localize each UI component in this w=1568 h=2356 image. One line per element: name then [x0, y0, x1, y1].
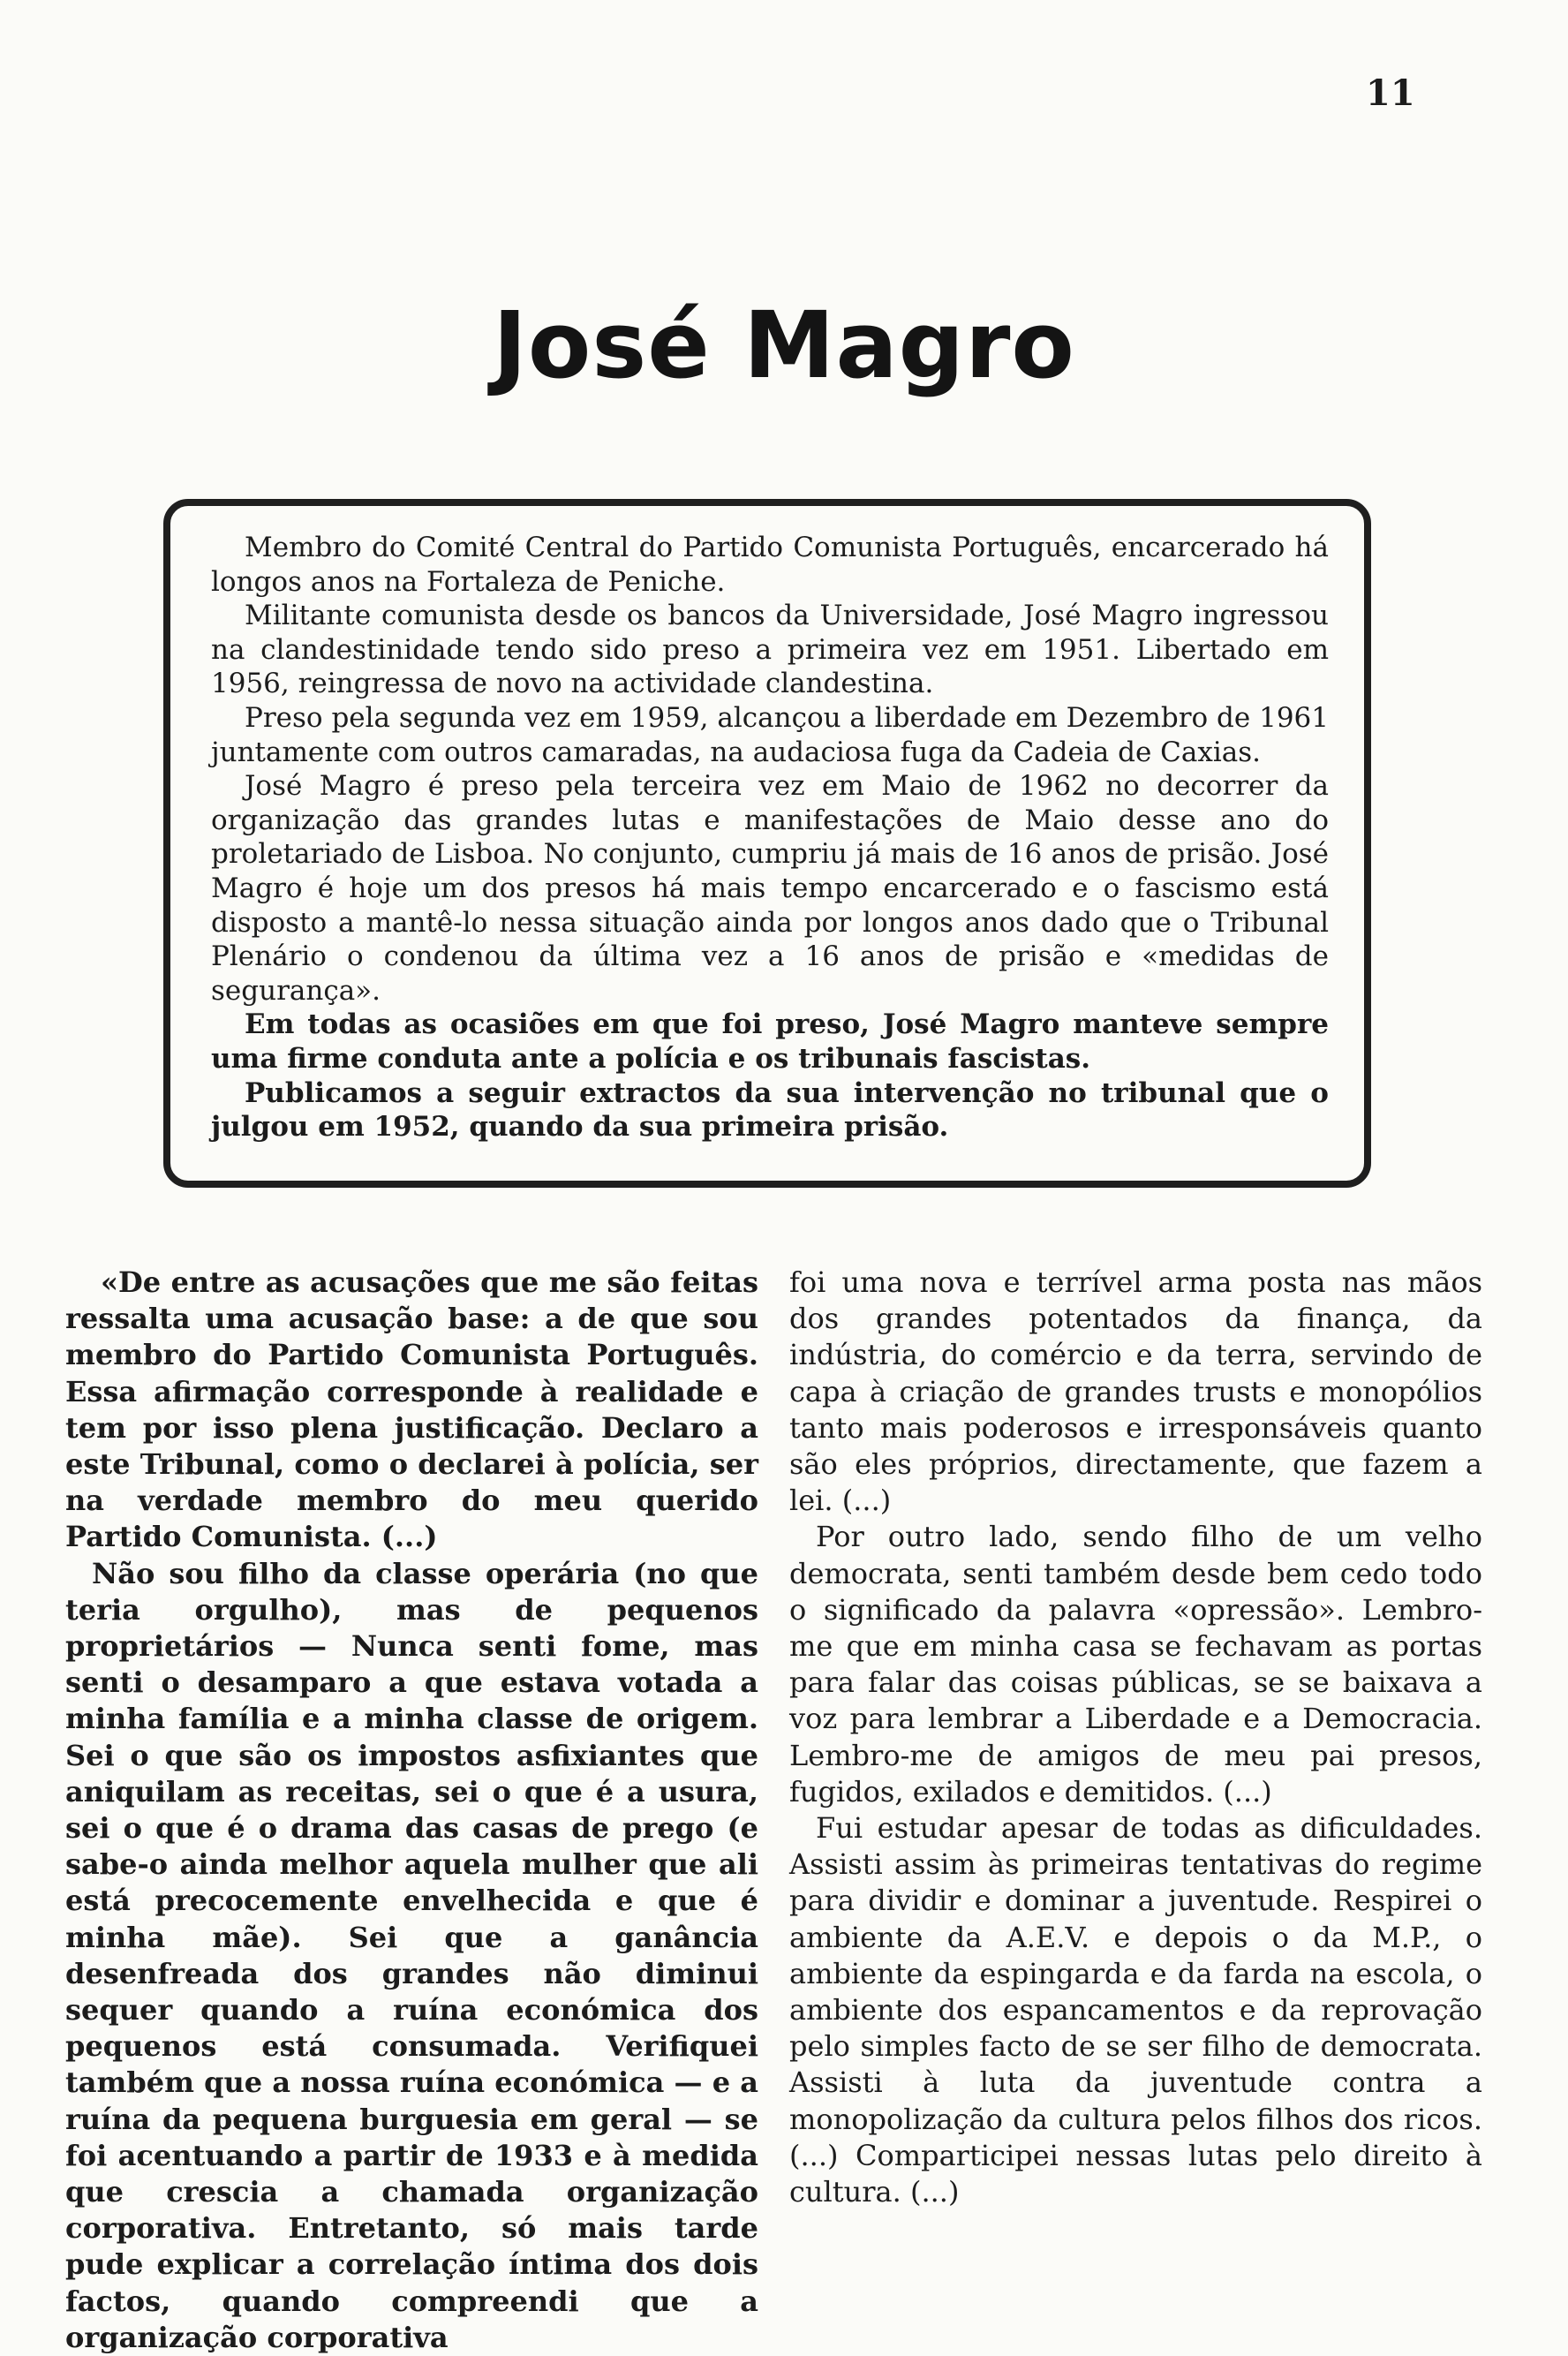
intro-paragraph: Membro do Comité Central do Partido Comunista Português, encarcerado há longos anos na Fortaleza de Peniche. — [211, 532, 1329, 598]
article-paragraph: Por outro lado, sendo filho de um velho democrata, senti também desde bem cedo todo o significado da palavra «opressão». Lembro-me que em minha casa se fechavam as portas para falar das coisas públicas, se se baixava a voz para lembrar a Liberdade e a Democracia. Lembro-me de amigos de meu pai presos, fugidos, exilados e demitidos. (...) — [789, 1520, 1482, 1809]
intro-paragraph: Publicamos a seguir extractos da sua intervenção no tribunal que o julgou em 1952, quando da sua primeira prisão. — [211, 1076, 1329, 1144]
page-title: José Magro — [493, 291, 1075, 399]
intro-paragraph: Em todas as ocasiões em que foi preso, José Magro manteve sempre uma firme conduta ante a polícia e os tribunais fascistas. — [211, 1008, 1329, 1075]
article-paragraph: «De entre as acusações que me são feitas ressalta uma acusação base: a de que sou membro do Partido Comunista Português. Essa afirmação corresponde à realidade e tem por isso plena justificação. Declaro a este Tribunal, como o declarei à polícia, ser na verdade membro do meu querido Partido Comunista. (...) — [65, 1265, 758, 1554]
article-paragraph: Fui estudar apesar de todas as dificuldades. Assisti assim às primeiras tentativas do regime para dividir e dominar a juventude. Respirei o ambiente da A.E.V. e depois o da M.P., o ambiente da espingarda e da farda na escola, o ambiente dos espancamentos e da reprovação pelo simples facto de se ser filho de democrata. Assisti à luta da juventude contra a monopolização da cultura pelos filhos dos ricos. (...) Comparticipei nessas lutas pelo direito à cultura. (...) — [789, 1811, 1482, 2209]
article-columns — [65, 1265, 1482, 2354]
intro-paragraph: José Magro é preso pela terceira vez em Maio de 1962 no decorrer da organização das grandes lutas e manifestações de Maio desse ano do proletariado de Lisboa. No conjunto, cumpriu já mais de 16 anos de prisão. José Magro é hoje um dos presos há mais tempo encarcerado e o fascismo está disposto a mantê-lo nessa situação ainda por longos anos dado que o Tribunal Plenário o condenou da última vez a 16 anos de prisão e «medidas de segurança». — [211, 770, 1329, 1007]
left-column — [65, 1265, 758, 2356]
right-column — [789, 1265, 1482, 2356]
page-number: 11 — [1366, 72, 1415, 114]
article-paragraph: Não sou filho da classe operária (no que teria orgulho), mas de pequenos proprietários — Nunca senti fome, mas senti o desamparo a que estava votada a minha família e a minha classe de origem. Sei o que são os impostos asfixiantes que aniquilam as receitas, sei o que é a usura, sei o que é o drama das casas de prego (e sabe-o ainda melhor aquela mulher que ali está precocemente envelhecida e que é minha mãe). Sei que a ganância desenfreada dos grandes não diminui sequer quando a ruína económica dos pequenos está consumada. Verifiquei também que a nossa ruína económica — e a ruína da pequena burguesia em geral — se foi acentuando a partir de 1933 e à medida que crescia a chamada organização corporativa. Entretanto, só mais tarde pude explicar a correlação íntima dos dois factos, quando compreendi que a organização corporativa — [65, 1556, 758, 2354]
intro-box — [163, 499, 1371, 1188]
intro-paragraph: Militante comunista desde os bancos da Universidade, José Magro ingressou na clandestinidade tendo sido preso a primeira vez em 1951. Libertado em 1956, reingressa de novo na actividade clandestina. — [211, 600, 1329, 700]
intro-paragraph: Preso pela segunda vez em 1959, alcançou a liberdade em Dezembro de 1961 juntamente com outros camaradas, na audaciosa fuga da Cadeia de Caxias. — [211, 701, 1329, 768]
article-paragraph: foi uma nova e terrível arma posta nas mãos dos grandes potentados da finança, da indústria, do comércio e da terra, servindo de capa à criação de grandes trusts e monopólios tanto mais poderosos e irresponsáveis quanto são eles próprios, directamente, que fazem a lei. (...) — [789, 1265, 1482, 1518]
